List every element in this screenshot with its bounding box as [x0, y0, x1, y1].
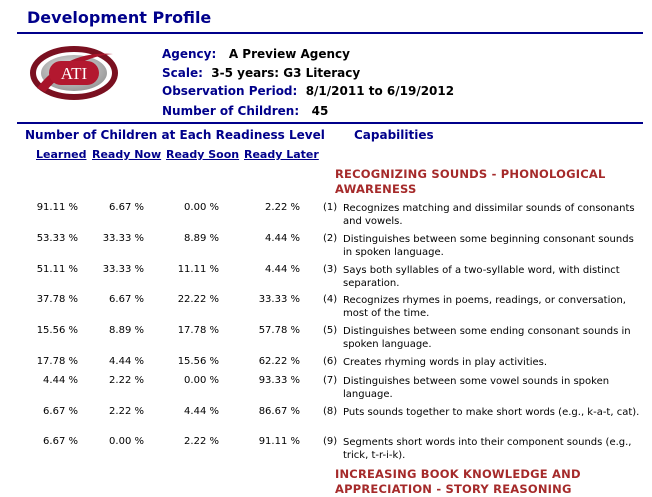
period-value: 8/1/2011 to 6/19/2012 [305, 84, 455, 98]
learned-value: 51.11 % [36, 264, 78, 275]
ready-now-value: 2.22 % [109, 375, 144, 386]
ready-later-value: 93.33 % [258, 375, 300, 386]
section-title: RECOGNIZING SOUNDS - PHONOLOGICAL AWARENESS [335, 167, 606, 196]
ready-now-value: 8.89 % [109, 325, 144, 336]
capability-description: Distinguishes between some ending consonant sounds in spoken language. [343, 326, 631, 350]
capability-description: Distinguishes between some beginning consonant sounds in spoken language. [343, 234, 634, 258]
capability-number: (8) [323, 406, 338, 417]
ready-later-value: 4.44 % [265, 233, 300, 244]
agency-label: Agency: [162, 47, 217, 61]
ready-soon-value: 22.22 % [177, 294, 219, 305]
ready-later-value: 57.78 % [258, 325, 300, 336]
ready-soon-value: 0.00 % [184, 375, 219, 386]
column-ready-soon[interactable]: Ready Soon [166, 148, 240, 161]
ready-soon-value: 15.56 % [177, 356, 219, 367]
agency-value: A Preview Agency [228, 47, 350, 61]
learned-value: 4.44 % [43, 375, 78, 386]
children-value: 45 [311, 104, 329, 118]
ati-logo [27, 40, 121, 104]
scale-line [162, 66, 360, 80]
ready-later-value: 91.11 % [258, 436, 300, 447]
children-line [162, 104, 328, 118]
capability-number: (5) [323, 325, 338, 336]
capability-description: Segments short words into their component sounds (e.g., trick, t-r-i-k). [343, 437, 632, 461]
capability-number: (4) [323, 294, 338, 305]
ready-now-value: 6.67 % [109, 202, 144, 213]
ready-later-value: 33.33 % [258, 294, 300, 305]
capability-number: (7) [323, 375, 338, 386]
ready-now-value: 2.22 % [109, 406, 144, 417]
ready-now-value: 6.67 % [109, 294, 144, 305]
ready-soon-value: 4.44 % [184, 406, 219, 417]
ready-later-value: 62.22 % [258, 356, 300, 367]
ready-soon-value: 11.11 % [177, 264, 219, 275]
ready-now-value: 0.00 % [109, 436, 144, 447]
capability-description: Puts sounds together to make short words (e.g., k-a-t, cat). [343, 407, 640, 418]
header-divider [17, 32, 643, 34]
learned-value: 6.67 % [43, 406, 78, 417]
ready-later-value: 86.67 % [258, 406, 300, 417]
learned-value: 37.78 % [36, 294, 78, 305]
capability-number: (3) [323, 264, 338, 275]
column-ready-later[interactable]: Ready Later [244, 148, 319, 161]
ready-now-value: 33.33 % [102, 264, 144, 275]
period-line [162, 84, 454, 98]
period-label: Observation Period: [162, 84, 298, 98]
learned-value: 91.11 % [36, 202, 78, 213]
column-ready-now[interactable]: Ready Now [92, 148, 162, 161]
ready-now-value: 4.44 % [109, 356, 144, 367]
ready-soon-value: 2.22 % [184, 436, 219, 447]
learned-value: 15.56 % [36, 325, 78, 336]
capability-number: (6) [323, 356, 338, 367]
ready-now-value: 33.33 % [102, 233, 144, 244]
scale-value: 3-5 years: G3 Literacy [211, 66, 361, 80]
capability-description: Recognizes matching and dissimilar sounds of consonants and vowels. [343, 203, 635, 227]
capability-description: Distinguishes between some vowel sounds in spoken language. [343, 376, 610, 400]
capability-number: (9) [323, 436, 338, 447]
learned-value: 53.33 % [36, 233, 78, 244]
capability-description: Recognizes rhymes in poems, readings, or conversation, most of the time. [343, 295, 626, 319]
info-divider [17, 122, 643, 124]
section-title: INCREASING BOOK KNOWLEDGE AND APPRECIATION - STORY REASONING [335, 467, 581, 496]
capability-description: Says both syllables of a two-syllable word, with distinct separation. [343, 265, 620, 289]
svg-text:ATI: ATI [60, 64, 88, 83]
readiness-heading: Number of Children at Each Readiness Level [25, 128, 325, 142]
learned-value: 6.67 % [43, 436, 78, 447]
column-learned[interactable]: Learned [36, 148, 87, 161]
agency-line [162, 47, 350, 61]
ready-later-value: 2.22 % [265, 202, 300, 213]
capability-number: (2) [323, 233, 338, 244]
page-title: Development Profile [27, 8, 212, 27]
capabilities-heading: Capabilities [354, 128, 434, 142]
ready-soon-value: 8.89 % [184, 233, 219, 244]
capability-description: Creates rhyming words in play activities. [343, 357, 548, 368]
learned-value: 17.78 % [36, 356, 78, 367]
ready-later-value: 4.44 % [265, 264, 300, 275]
ready-soon-value: 17.78 % [177, 325, 219, 336]
capability-number: (1) [323, 202, 338, 213]
children-label: Number of Children: [162, 104, 300, 118]
scale-label: Scale: [162, 66, 203, 80]
ready-soon-value: 0.00 % [184, 202, 219, 213]
